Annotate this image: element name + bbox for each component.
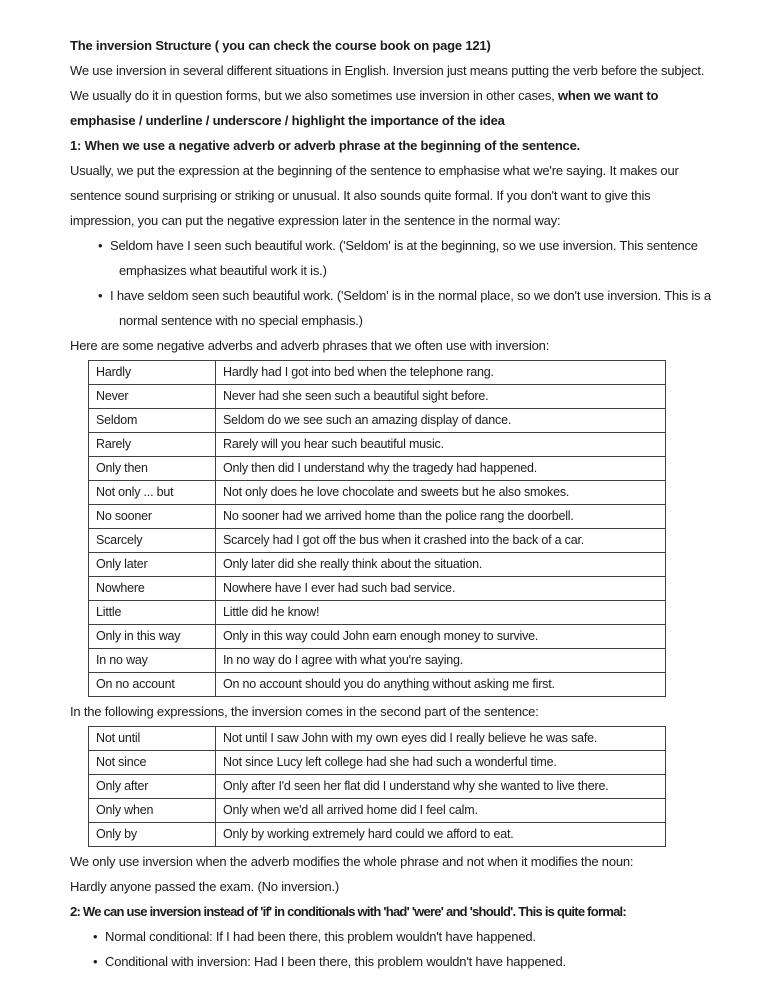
adverb-cell: Scarcely <box>89 529 216 553</box>
adverb-cell: Only after <box>89 775 216 799</box>
example-cell: Only later did she really think about the situation. <box>216 553 666 577</box>
adverb-cell: Seldom <box>89 409 216 433</box>
table-row <box>89 673 666 697</box>
example-cell: Never had she seen such a beautiful sight before. <box>216 385 666 409</box>
adverb-cell: Only by <box>89 823 216 847</box>
example-cell: In no way do I agree with what you're saying. <box>216 649 666 673</box>
section2-heading: 2: We can use inversion instead of 'if' in conditionals with 'had' 'were' and 'should'. This is quite formal: <box>70 904 626 919</box>
section1-paragraph: Usually, we put the expression at the beginning of the sentence to emphasise what we're saying. It makes our sentence sound surprising or striking or unusual. It also sounds quite formal. If you don't want to give this impression, you can put the negative expression later in the sentence in the normal way: <box>70 163 679 228</box>
list-item: • Seldom have I seen such beautiful work. ('Seldom' is at the beginning, so we use inversion. This sentence emphasizes what beautiful work it is.) <box>70 233 716 283</box>
adverb-cell: Only in this way <box>89 625 216 649</box>
adverb-cell: Not until <box>89 727 216 751</box>
table-row <box>89 625 666 649</box>
example-cell: On no account should you do anything without asking me first. <box>216 673 666 697</box>
table-row <box>89 553 666 577</box>
document-title: The inversion Structure ( you can check the course book on page 121) <box>70 38 491 53</box>
adverb-cell: Little <box>89 601 216 625</box>
adverb-cell: On no account <box>89 673 216 697</box>
list-item: • Normal conditional: If I had been there, this problem wouldn't have happened. <box>70 924 716 949</box>
section1-heading: 1: When we use a negative adverb or adverb phrase at the beginning of the sentence. <box>70 138 581 153</box>
table-row <box>89 799 666 823</box>
adverb-cell: Hardly <box>89 361 216 385</box>
second-part-inversion-table <box>88 726 666 847</box>
example-cell: Scarcely had I got off the bus when it crashed into the back of a car. <box>216 529 666 553</box>
table-row <box>89 727 666 751</box>
adverb-cell: No sooner <box>89 505 216 529</box>
table-row <box>89 529 666 553</box>
table-row <box>89 649 666 673</box>
adverb-cell: Only when <box>89 799 216 823</box>
adverb-cell: Rarely <box>89 433 216 457</box>
example-cell: Nowhere have I ever had such bad service. <box>216 577 666 601</box>
table-row <box>89 577 666 601</box>
example-cell: Seldom do we see such an amazing display of dance. <box>216 409 666 433</box>
adverb-cell: Not since <box>89 751 216 775</box>
example-cell: No sooner had we arrived home than the police rang the doorbell. <box>216 505 666 529</box>
example-cell: Only then did I understand why the tragedy had happened. <box>216 457 666 481</box>
example-cell: Only when we'd all arrived home did I feel calm. <box>216 799 666 823</box>
adverb-cell: Only later <box>89 553 216 577</box>
seldom-example-list <box>70 233 716 333</box>
table-row <box>89 385 666 409</box>
table-row <box>89 823 666 847</box>
intro-emphasis-text: when we want to emphasise / underline / underscore / highlight the importance of the idea <box>70 88 659 128</box>
list-item: • Conditional with inversion: Had I been there, this problem wouldn't have happened. <box>70 949 716 974</box>
example-cell: Only after I'd seen her flat did I understand why she wanted to live there. <box>216 775 666 799</box>
table1-intro: Here are some negative adverbs and adverb phrases that we often use with inversion: <box>70 338 550 353</box>
note-modifies-phrase: We only use inversion when the adverb modifies the whole phrase and not when it modifies the noun: <box>70 854 634 869</box>
intro-text: We use inversion in several different situations in English. Inversion just means putting the verb before the subject. We usually do it in question forms, but we also sometimes use inversion in other cases, <box>70 63 705 103</box>
adverb-cell: Only then <box>89 457 216 481</box>
adverb-cell: Never <box>89 385 216 409</box>
table-row <box>89 481 666 505</box>
table-row <box>89 409 666 433</box>
note-no-inversion-example: Hardly anyone passed the exam. (No inversion.) <box>70 879 339 894</box>
adverb-cell: Nowhere <box>89 577 216 601</box>
table-row <box>89 361 666 385</box>
example-cell: Not only does he love chocolate and sweets but he also smokes. <box>216 481 666 505</box>
example-cell: Little did he know! <box>216 601 666 625</box>
table-row <box>89 751 666 775</box>
intro-paragraph <box>70 58 716 133</box>
table-row <box>89 775 666 799</box>
example-cell: Hardly had I got into bed when the telephone rang. <box>216 361 666 385</box>
list-item: • I have seldom seen such beautiful work. ('Seldom' is in the normal place, so we don't use inversion. This is a normal sentence with no special emphasis.) <box>70 283 716 333</box>
example-cell: Only by working extremely hard could we afford to eat. <box>216 823 666 847</box>
example-cell: Only in this way could John earn enough money to survive. <box>216 625 666 649</box>
adverb-cell: In no way <box>89 649 216 673</box>
example-cell: Rarely will you hear such beautiful music. <box>216 433 666 457</box>
conditional-example-list <box>70 924 716 974</box>
table-row <box>89 601 666 625</box>
table-row <box>89 457 666 481</box>
adverb-cell: Not only ... but <box>89 481 216 505</box>
table-row <box>89 433 666 457</box>
negative-adverbs-table <box>88 360 666 697</box>
example-cell: Not until I saw John with my own eyes did I really believe he was safe. <box>216 727 666 751</box>
table-row <box>89 505 666 529</box>
table2-intro: In the following expressions, the inversion comes in the second part of the sentence: <box>70 704 539 719</box>
example-cell: Not since Lucy left college had she had such a wonderful time. <box>216 751 666 775</box>
